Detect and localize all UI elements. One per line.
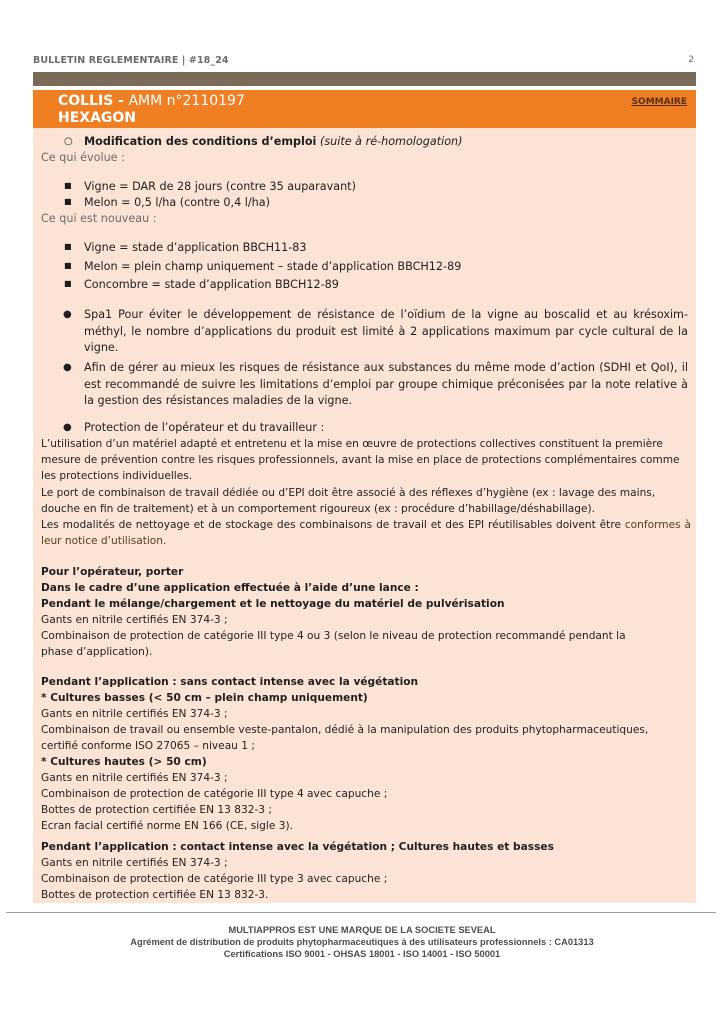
high-crops-line: Ecran facial certifié norme EN 166 (CE, sigle 3). bbox=[41, 820, 293, 832]
contact-line: Gants en nitrile certifiés EN 374-3 ; bbox=[41, 857, 228, 869]
new-label: Ce qui est nouveau : bbox=[41, 212, 157, 225]
contact-heading: Pendant l’application : contact intense avec la végétation ; Cultures hautes et basses bbox=[41, 841, 554, 853]
low-crops-heading: * Cultures basses (< 50 cm – plein champ uniquement) bbox=[41, 692, 368, 704]
high-crops-line: Bottes de protection certifiée EN 13 832-3 ; bbox=[41, 804, 272, 816]
mixing-line: phase d’application). bbox=[41, 646, 153, 658]
evolve-item: Vigne = DAR de 28 jours (contre 35 auparavant) bbox=[84, 180, 356, 193]
high-crops-heading: * Cultures hautes (> 50 cm) bbox=[41, 756, 207, 768]
spa1-paragraph: Spa1 Pour éviter le développement de résistance de l’oïdium de la vigne au boscalid et au krésoxim-méthyl, le nombre d’applications du produit est limité à 2 applications maximum par cycle cultural de la vigne. bbox=[84, 308, 688, 354]
sommaire-link[interactable]: SOMMAIRE bbox=[631, 97, 687, 107]
footer-company: MULTIAPPROS EST UNE MARQUE DE LA SOCIETE SEVEAL bbox=[228, 925, 496, 935]
low-crops-line: Combinaison de travail ou ensemble veste-pantalon, dédié à la manipulation des produits phytopharmaceutiques, bbox=[41, 724, 649, 736]
no-contact-heading: Pendant l’application : sans contact intense avec la végétation bbox=[41, 676, 419, 688]
protection-heading: Protection de l’opérateur et du travailleur : bbox=[84, 421, 325, 434]
cleaning-text-highlight: conformes à leur notice d’utilisation. bbox=[41, 519, 691, 547]
square-bullet-icon: ■ bbox=[64, 197, 72, 206]
low-crops-line: certifié conforme ISO 27065 – niveau 1 ; bbox=[41, 740, 255, 752]
new-item: Concombre = stade d’application BBCH12-89 bbox=[84, 278, 339, 291]
cleaning-paragraph bbox=[41, 517, 691, 549]
footer-divider bbox=[6, 912, 716, 913]
square-bullet-icon: ■ bbox=[64, 242, 72, 251]
amm-number: AMM n°2110197 bbox=[124, 93, 245, 109]
contact-line: Combinaison de protection de catégorie III type 3 avec capuche ; bbox=[41, 873, 388, 885]
low-crops-line: Gants en nitrile certifiés EN 374-3 ; bbox=[41, 708, 228, 720]
modification-heading-italic: (suite à ré-homologation) bbox=[319, 135, 463, 148]
header-divider-bar bbox=[33, 72, 696, 86]
collective-protection-paragraph: L’utilisation d’un matériel adapté et entretenu et la mise en œuvre de protections collectives constituent la première mesure de prévention contre les risques professionnels, avant la mise en place de protections complémentaires comme les protections individuelles. bbox=[41, 438, 680, 482]
cleaning-text: Les modalités de nettoyage et de stockage des combinaisons de travail et des EPI réutilisables doivent être bbox=[41, 519, 625, 531]
new-item: Vigne = stade d’application BBCH11-83 bbox=[84, 241, 307, 254]
evolve-label: Ce qui évolue : bbox=[41, 151, 125, 164]
product-name: COLLIS - bbox=[58, 93, 124, 109]
new-item: Melon = plein champ uniquement – stade d’application BBCH12-89 bbox=[84, 260, 462, 273]
round-bullet-icon: ● bbox=[63, 362, 72, 373]
high-crops-line: Combinaison de protection de catégorie III type 4 avec capuche ; bbox=[41, 788, 388, 800]
mixing-heading: Pendant le mélange/chargement et le nettoyage du matériel de pulvérisation bbox=[41, 598, 505, 610]
footer-agreement: Agrément de distribution de produits phytopharmaceutiques à des utilisateurs professionnels : CA01313 bbox=[130, 937, 594, 947]
square-bullet-icon: ■ bbox=[64, 279, 72, 288]
high-crops-line: Gants en nitrile certifiés EN 374-3 ; bbox=[41, 772, 228, 784]
section-title bbox=[58, 93, 245, 109]
contact-line: Bottes de protection certifiée EN 13 832-3. bbox=[41, 889, 269, 901]
square-bullet-icon: ■ bbox=[64, 181, 72, 190]
round-bullet-icon: ● bbox=[63, 422, 72, 433]
hygiene-paragraph: Le port de combinaison de travail dédiée ou d’EPI doit être associé à des réflexes d’hygiène (ex : lavage des mains, douche en fin de traitement) et à un comportement rigoureux (ex : procédure d’habillage/déshabillage). bbox=[41, 487, 656, 515]
bulletin-header-title: BULLETIN REGLEMENTAIRE | #18_24 bbox=[33, 55, 229, 66]
evolve-item: Melon = 0,5 l/ha (contre 0,4 l/ha) bbox=[84, 196, 270, 209]
mixing-line: Combinaison de protection de catégorie III type 4 ou 3 (selon le niveau de protection recommandé pendant la bbox=[41, 630, 626, 642]
lance-heading: Dans le cadre d’une application effectuée à l’aide d’une lance : bbox=[41, 582, 419, 594]
footer-certifications: Certifications ISO 9001 - OHSAS 18001 - ISO 14001 - ISO 50001 bbox=[223, 949, 501, 959]
section-subtitle: HEXAGON bbox=[58, 110, 137, 126]
circle-bullet-icon: ○ bbox=[64, 136, 73, 147]
operator-heading: Pour l’opérateur, porter bbox=[41, 566, 184, 578]
resistance-paragraph: Afin de gérer au mieux les risques de résistance aux substances du même mode d’action (SDHI et QoI), il est recommandé de suivre les limitations d’emploi par groupe chimique préconisées par la note relative à la gestion des résistances maladies de la vigne. bbox=[84, 361, 688, 407]
modification-heading bbox=[84, 134, 463, 149]
modification-heading-bold: Modification des conditions d’emploi bbox=[84, 135, 317, 148]
page-number: 2 bbox=[688, 55, 694, 65]
square-bullet-icon: ■ bbox=[64, 261, 72, 270]
mixing-line: Gants en nitrile certifiés EN 374-3 ; bbox=[41, 614, 228, 626]
round-bullet-icon: ● bbox=[63, 309, 72, 320]
